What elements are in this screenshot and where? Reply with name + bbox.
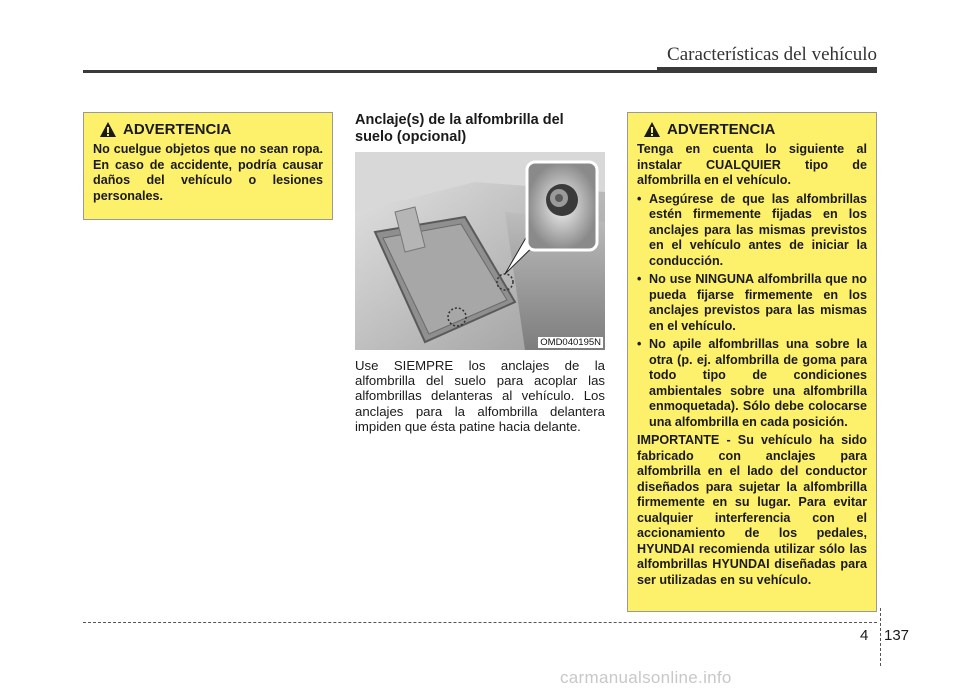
footer-rule bbox=[83, 622, 877, 623]
left-warning-header bbox=[99, 121, 323, 138]
floor-mat-anchor-photo bbox=[355, 152, 605, 350]
header-rule-accent bbox=[657, 67, 877, 73]
image-caption: OMD040195N bbox=[540, 337, 601, 348]
right-warning-bullet: • No use NINGUNA alfombrilla que no pueda fijarse firmemente en los anclajes previstos para las mismas en el vehículo. bbox=[637, 272, 867, 334]
section-heading: Anclaje(s) de la alfombrilla del suelo (opcional) bbox=[355, 112, 564, 145]
page-number: 137 bbox=[884, 627, 910, 644]
right-warning-important: IMPORTANTE - Su vehículo ha sido fabricado con anclajes para alfombrilla en el lado del conductor diseñados para sujetar la alfombrilla firmemente en su lugar. Para evitar cualquier interferencia con el accionamiento de los pedales, HYUNDAI recomienda utilizar sólo las alfombrillas HYUNDAI diseñadas para ser utilizadas en su vehículo. bbox=[637, 433, 867, 587]
warning-triangle-icon bbox=[99, 121, 117, 138]
watermark: carmanualsonline.info bbox=[560, 668, 732, 687]
left-warning-text: No cuelgue objetos que no sean ropa. En caso de accidente, podría causar daños del vehículo o lesiones personales. bbox=[93, 142, 323, 203]
right-warning-title: ADVERTENCIA bbox=[667, 120, 776, 138]
section-body-text: Use SIEMPRE los anclajes de la alfombrilla del suelo para acoplar las alfombrillas delanteras al vehículo. Los anclajes para la alfombrilla delantera impiden que ésta patine hacia delante. bbox=[355, 358, 605, 434]
warning-triangle-icon bbox=[643, 121, 661, 138]
left-warning-title: ADVERTENCIA bbox=[123, 120, 232, 138]
left-warning-box bbox=[83, 112, 333, 220]
right-warning-header bbox=[643, 121, 867, 138]
right-warning-list bbox=[637, 192, 867, 431]
right-warning-intro: Tenga en cuenta lo siguiente al instalar CUALQUIER tipo de alfombrilla en el vehículo. bbox=[637, 142, 867, 187]
right-warning-box bbox=[627, 112, 877, 612]
right-warning-bullet: • No apile alfombrillas una sobre la otra (p. ej. alfombrilla de goma para todo tipo de condiciones ambientales sobre una alfombrilla enmoquetada). Sólo debe colocarse una alfombrilla en cada posición. bbox=[637, 337, 867, 430]
right-warning-bullet: • Asegúrese de que las alfombrillas estén firmemente fijadas en los anclajes para las mismas previstos en el vehículo antes de iniciar la conducción. bbox=[637, 192, 867, 270]
chapter-number: 4 bbox=[860, 627, 869, 644]
footer-divider bbox=[880, 608, 881, 666]
page-header-title: Características del vehículo bbox=[667, 44, 877, 65]
floor-mat-illustration bbox=[355, 152, 605, 350]
